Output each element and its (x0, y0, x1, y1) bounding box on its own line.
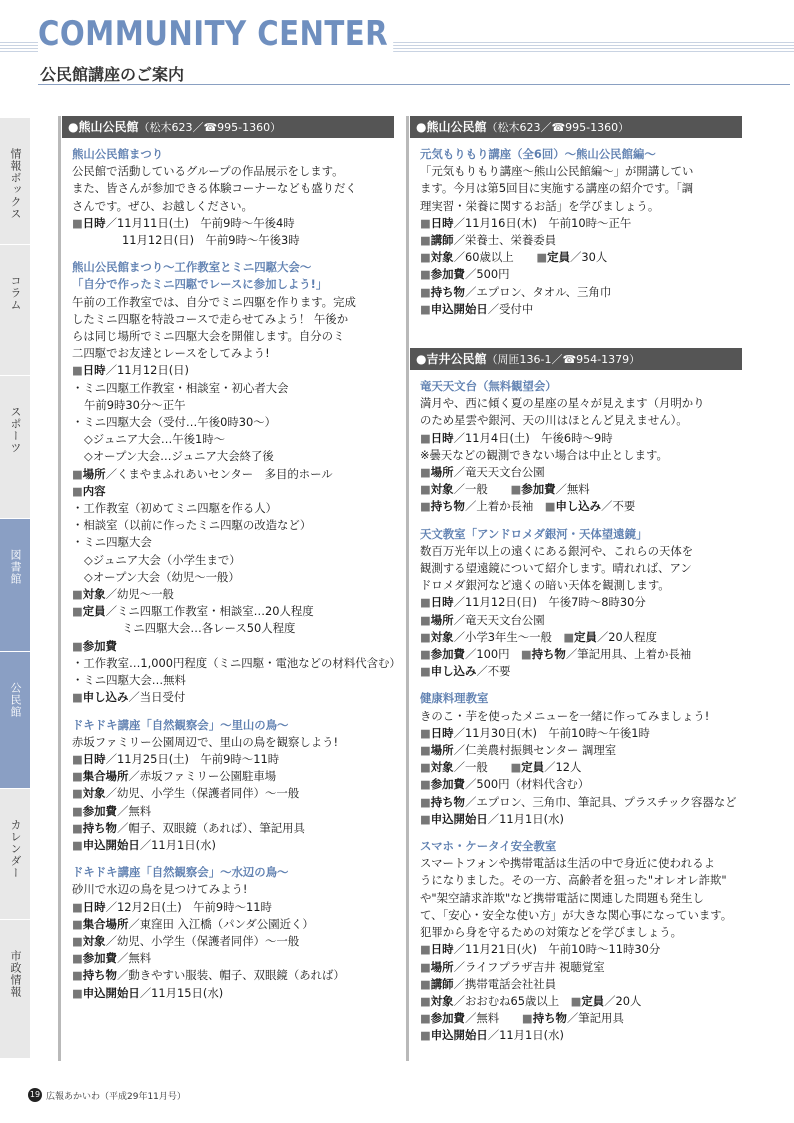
detail-line: ■持ち物／動きやすい服装、帽子、双眼鏡（あれば） (72, 968, 345, 983)
detail-line: ■対象／一般 ■定員／12人 (420, 760, 582, 775)
field-label: 対象 (82, 933, 106, 948)
field-label: 参加費 (82, 951, 117, 966)
text-line: 数百万光年以上の遠くにある銀河や、これらの天体を (420, 543, 694, 558)
square-bullet: ■ (420, 595, 431, 610)
yoshii-events (420, 378, 742, 1045)
tab-city-info[interactable]: 市政情報 (0, 920, 30, 1059)
field-label: 持ち物 (532, 1011, 567, 1026)
square-bullet: ■ (420, 499, 431, 514)
field-label: 申込開始日 (82, 985, 140, 1000)
detail-line: ■場所／くまやまふれあいセンター 多目的ホール (72, 466, 333, 481)
field-label: 日時 (430, 595, 454, 610)
detail-line: ■集合場所／東窪田 入江橋（パンダ公園近く） (72, 916, 314, 931)
section-gap (420, 828, 742, 838)
field-label: 日時 (430, 725, 454, 740)
field-label: 対象 (430, 250, 454, 265)
square-bullet: ■ (544, 499, 556, 514)
square-bullet: ■ (420, 959, 431, 974)
text-line: 観測する望遠鏡について紹介します。晴れれば、アン (420, 561, 692, 576)
square-bullet: ■ (420, 612, 431, 627)
text-line: また、皆さんが参加できる体験コーナーなども盛りだく (72, 181, 357, 196)
text-line: ・ミニ四駆大会 (72, 535, 152, 550)
field-label: 持ち物 (82, 820, 117, 835)
field-label: 申込開始日 (82, 837, 140, 852)
detail-line (72, 638, 394, 655)
detail-line: ■日時／11月16日(木) 午前10時～正午 (420, 215, 632, 230)
square-bullet: ■ (72, 769, 83, 784)
square-bullet: ■ (420, 725, 431, 740)
square-bullet: ■ (72, 690, 83, 705)
text-line: スマートフォンや携帯電話は生活の中で身近に使われるよ (420, 856, 716, 871)
footer-text: 広報あかいわ（平成29年11月号） (46, 1091, 186, 1102)
text-line: 「元気もりもり講座～熊山公民館編～」が開講してい (420, 164, 694, 179)
field-label: 日時 (82, 899, 106, 914)
square-bullet: ■ (72, 363, 83, 378)
detail-line: ■講師／栄養士、栄養委員 (420, 233, 557, 248)
field-label: 申込開始日 (430, 301, 488, 316)
detail-line: ■申込開始日／11月1日(水) (420, 811, 564, 826)
square-bullet: ■ (510, 760, 522, 775)
square-bullet: ■ (72, 899, 83, 914)
detail-line: ■持ち物／上着か長袖 ■申し込み／不要 (420, 499, 636, 514)
detail-line: ■参加費／無料 (72, 951, 152, 966)
text-line: 二四駆でお友達とレースをしてみよう! (72, 346, 270, 361)
column-rule (406, 116, 409, 1061)
text-line: ◇オープン大会（幼児～一般） (84, 569, 240, 584)
field-label: 対象 (82, 587, 106, 602)
detail-line: ■日時／11月4日(土) 午後6時～9時 (420, 430, 613, 445)
field-label: 参加費 (430, 647, 465, 662)
field-label: 対象 (430, 482, 454, 497)
text-line: のため星雲や銀河、天の川はほとんど見えません）。 (420, 413, 688, 428)
detail-line: ■場所／竜天天文台公園 (420, 612, 545, 627)
event-title: 元気もりもり講座（全6回）～熊山公民館編～ (420, 147, 656, 161)
text-line: ・工作教室…1,000円程度（ミニ四駆・電池などの材料代含む） (72, 655, 401, 670)
square-bullet: ■ (420, 942, 431, 957)
square-bullet: ■ (420, 1011, 431, 1026)
text-line: ミニ四駆大会…各レース50人程度 (122, 621, 296, 636)
square-bullet: ■ (420, 777, 431, 792)
field-label: 持ち物 (430, 499, 465, 514)
tab-calendar[interactable]: カレンダー (0, 789, 30, 920)
field-label: 申し込み (555, 499, 602, 514)
event-title: 健康料理教室 (420, 691, 489, 706)
field-label: 集合場所 (82, 769, 129, 784)
section-gap (72, 249, 394, 259)
square-bullet: ■ (72, 786, 83, 801)
text-line: て、「安心・安全な使い方」が大きな関心事になっています。 (420, 907, 733, 922)
text-line: 11月12日(日) 午前9時～午後3時 (122, 233, 300, 248)
detail-line: ■場所／ライフプラザ吉井 視聴覚室 (420, 959, 605, 974)
header-rule (38, 84, 790, 85)
text-line: きのこ・芋を使ったメニューを一緒に作ってみましょう! (420, 708, 710, 723)
field-label: 定員 (82, 604, 106, 619)
text-line: 満月や、西に傾く夏の星座の星々が見えます（月明かり (420, 396, 705, 411)
detail-line (72, 483, 394, 500)
detail-line: ■日時／11月21日(火) 午前10時～11時30分 (420, 942, 661, 957)
square-bullet: ■ (72, 215, 83, 230)
square-bullet: ■ (536, 250, 548, 265)
detail-line: ■対象／60歳以上 ■定員／30人 (420, 250, 608, 265)
field-label: 日時 (82, 751, 106, 766)
square-bullet: ■ (420, 794, 431, 809)
field-label: 持ち物 (430, 284, 465, 299)
field-label: 内容 (82, 483, 106, 498)
field-label: 申込開始日 (430, 1028, 488, 1043)
detail-line: ■持ち物／エプロン、タオル、三角巾 (420, 284, 612, 299)
text-line: 赤坂ファミリー公園周辺で、里山の鳥を観察しよう! (72, 734, 339, 749)
square-bullet: ■ (420, 1028, 431, 1043)
field-label: 参加費 (430, 267, 465, 282)
field-label: 日時 (82, 363, 106, 378)
event-title: ドキドキ講座「自然観察会」～水辺の鳥～ (72, 865, 289, 880)
tab-sports[interactable]: スポーツ (0, 376, 30, 519)
square-bullet: ■ (563, 629, 575, 644)
text-line: ・相談室（以前に作ったミニ四駆の改造など） (72, 518, 312, 533)
detail-line: ■日時／11月12日(日) (72, 363, 190, 378)
detail-line: ■場所／仁美農村振興センター 調理室 (420, 743, 617, 758)
square-bullet: ■ (72, 604, 83, 619)
page-title: COMMUNITY CENTER (38, 12, 393, 56)
section-bar-kumayama: ●熊山公民館（松木623／☎995-1360） (62, 116, 394, 138)
tab-info-box[interactable]: 情報ボックス (0, 118, 30, 245)
field-label: 持ち物 (82, 968, 117, 983)
square-bullet: ■ (420, 664, 431, 679)
field-label: 申込開始日 (430, 811, 488, 826)
field-label: 定員 (521, 760, 545, 775)
event-title: 「自分で作ったミニ四駆でレースに参加しよう!」 (72, 277, 328, 292)
square-bullet: ■ (420, 301, 431, 316)
detail-line: ■集合場所／赤坂ファミリー公園駐車場 (72, 769, 277, 784)
detail-line: ■対象／幼児～一般 (72, 587, 174, 602)
text-line: 犯罪から身を守るための対策などを学びましょう。 (420, 925, 682, 940)
field-label: 参加費 (82, 803, 117, 818)
field-label: 定員 (574, 629, 597, 644)
field-label: 持ち物 (531, 647, 566, 662)
detail-line: ■場所／竜天天文台公園 (420, 465, 545, 480)
detail-line: ■持ち物／エプロン、三角巾、筆記具、プラスチック容器など (420, 794, 737, 809)
page-number: 19 (28, 1088, 42, 1102)
text-line: ◇ジュニア大会…午後1時～ (84, 432, 226, 447)
detail-line: ■申し込み／当日受付 (72, 690, 186, 705)
text-line: うになりました。その一方、高齢者を狙った"オレオレ詐欺" (420, 873, 727, 888)
text-line: ・ミニ四駆大会…無料 (72, 673, 186, 688)
detail-line: ■講師／携帯電話会社社員 (420, 976, 557, 991)
detail-line: ■日時／11月25日(土) 午前9時～11時 (72, 751, 280, 766)
field-label: 場所 (82, 466, 106, 481)
square-bullet: ■ (420, 215, 431, 230)
field-label: 申し込み (82, 690, 129, 705)
field-label: 場所 (430, 743, 454, 758)
page-footer (28, 1088, 186, 1102)
detail-line: ■参加費／無料 (72, 803, 152, 818)
text-line: ◇ジュニア大会（小学生まで） (84, 552, 241, 567)
field-label: 参加費 (430, 777, 465, 792)
field-label: 参加費 (521, 482, 556, 497)
detail-line: ■対象／幼児、小学生（保護者同伴）～一般 (72, 786, 300, 801)
text-line: 理実習・栄養に関するお話」を学びましょう。 (420, 198, 660, 213)
tab-column[interactable]: コラム (0, 245, 30, 376)
section-gap (420, 516, 742, 526)
square-bullet: ■ (521, 1011, 533, 1026)
event-title: ドキドキ講座「自然観察会」～里山の鳥～ (72, 717, 289, 732)
kumayama-events-2 (420, 146, 742, 318)
detail-line: ■対象／一般 ■参加費／無料 (420, 482, 590, 497)
square-bullet: ■ (420, 976, 431, 991)
tab-library[interactable]: 図書館 (0, 519, 30, 652)
text-line: ・ミニ四駆工作教室・相談室・初心者大会 (72, 380, 289, 395)
field-label: 日時 (430, 215, 454, 230)
page-subtitle: 公民館講座のご案内 (40, 65, 185, 84)
section-gap (420, 680, 742, 690)
field-label: 講師 (430, 233, 454, 248)
column-rule (58, 116, 61, 1061)
text-line: 午前9時30分～正午 (84, 397, 186, 412)
square-bullet: ■ (420, 482, 431, 497)
text-line: ます。今月は第5回目に実施する講座の紹介です。「調 (420, 181, 694, 196)
field-label: 場所 (430, 612, 454, 627)
square-bullet: ■ (420, 250, 431, 265)
event-title: 熊山公民館まつり～工作教室とミニ四駆大会～ (72, 260, 312, 275)
square-bullet: ■ (72, 803, 83, 818)
field-label: 日時 (82, 215, 106, 230)
field-label: 日時 (430, 942, 454, 957)
text-line: さんです。ぜひ、お越しください。 (72, 198, 253, 213)
section-gap (72, 707, 394, 717)
text-line: らは同じ場所でミニ四駆大会を開催します。自分のミ (72, 329, 345, 344)
text-line: 公民館で活動しているグループの作品展示をします。 (72, 164, 344, 179)
field-label: 参加費 (430, 1011, 465, 1026)
event-title: 熊山公民館まつり (72, 147, 164, 161)
section-gap (72, 854, 394, 864)
tab-community-hall[interactable]: 公民館 (0, 652, 30, 789)
square-bullet: ■ (72, 751, 83, 766)
text-line: 午前の工作教室では、自分でミニ四駆を作ります。完成 (72, 294, 356, 309)
field-label: 対象 (430, 629, 454, 644)
field-label: 対象 (430, 993, 454, 1008)
detail-line: ■対象／おおむね65歳以上 ■定員／20人 (420, 993, 642, 1008)
square-bullet: ■ (72, 820, 83, 835)
detail-line: ■日時／11月11日(土) 午前9時～午後4時 (72, 215, 295, 230)
detail-line: ■参加費／500円（材料代含む） (420, 777, 590, 792)
detail-line: ■申込開始日／11月15日(水) (72, 985, 224, 1000)
text-line: や"架空請求詐欺"など携帯電話に関連した問題も発生し (420, 890, 704, 905)
square-bullet: ■ (72, 483, 83, 498)
kumayama-events (72, 146, 401, 1002)
square-bullet: ■ (420, 629, 431, 644)
detail-line: ■申込開始日／受付中 (420, 301, 534, 316)
square-bullet: ■ (420, 465, 431, 480)
detail-line: ■持ち物／帽子、双眼鏡（あれば）、筆記用具 (72, 820, 305, 835)
square-bullet: ■ (72, 933, 83, 948)
square-bullet: ■ (72, 837, 83, 852)
field-label: 持ち物 (430, 794, 465, 809)
square-bullet: ■ (570, 993, 582, 1008)
square-bullet: ■ (72, 985, 83, 1000)
event-title: 竜天天文台（無料観望会） (420, 379, 557, 393)
text-line: 砂川で水辺の鳥を見つけてみよう! (72, 882, 248, 897)
text-line: ドロメダ銀河など遠くの暗い天体を観測します。 (420, 578, 670, 593)
detail-line: ■対象／小学3年生～一般 ■定員／20人程度 (420, 629, 657, 644)
text-line: ◇オープン大会…ジュニア大会終了後 (84, 449, 274, 464)
section-bar-yoshii: ●吉井公民館（周匝136-1／☎954-1379） (410, 348, 742, 370)
right-column (406, 116, 742, 1061)
field-label: 日時 (430, 430, 454, 445)
square-bullet: ■ (420, 993, 431, 1008)
field-label: 定員 (547, 250, 570, 265)
field-label: 対象 (430, 760, 454, 775)
detail-line: ■申込開始日／11月1日(水) (72, 837, 216, 852)
detail-line: ■参加費／500円 (420, 267, 510, 282)
detail-line: ■申し込み／不要 (420, 664, 511, 679)
detail-line: ■定員／ミニ四駆工作教室・相談室…20人程度 (72, 604, 314, 619)
side-tabs (0, 118, 30, 1058)
field-label: 定員 (581, 993, 605, 1008)
square-bullet: ■ (420, 267, 431, 282)
text-line: ※曇天などの観測できない場合は中止とします。 (420, 447, 668, 462)
left-column (58, 116, 401, 1061)
square-bullet: ■ (420, 233, 431, 248)
square-bullet: ■ (420, 760, 431, 775)
field-label: 申し込み (430, 664, 477, 679)
square-bullet: ■ (72, 587, 83, 602)
detail-line: ■日時／11月30日(木) 午前10時～午後1時 (420, 725, 650, 740)
event-title: スマホ・ケータイ安全教室 (420, 839, 557, 854)
text-line: したミニ四駆を特設コースで走らせてみよう！ 午後か (72, 311, 349, 326)
field-label: 対象 (82, 786, 106, 801)
detail-line: ■参加費／100円 ■持ち物／筆記用具、上着か長袖 (420, 647, 692, 662)
field-label: 集合場所 (82, 916, 129, 931)
square-bullet: ■ (420, 430, 431, 445)
section-bar-kumayama-2: ●熊山公民館（松木623／☎995-1360） (410, 116, 742, 138)
square-bullet: ■ (72, 466, 83, 481)
detail-line: ■日時／11月12日(日) 午後7時～8時30分 (420, 595, 646, 610)
detail-line: ■日時／12月2日(土) 午前9時～11時 (72, 899, 272, 914)
square-bullet: ■ (520, 647, 532, 662)
detail-line: ■参加費／無料 ■持ち物／筆記用具 (420, 1011, 624, 1026)
square-bullet: ■ (72, 916, 83, 931)
field-label: 講師 (430, 976, 454, 991)
event-title: 天文教室「アンドロメダ銀河・天体望遠鏡」 (420, 526, 648, 541)
square-bullet: ■ (420, 743, 431, 758)
detail-line: ■申込開始日／11月1日(水) (420, 1028, 564, 1043)
square-bullet: ■ (420, 284, 431, 299)
text-line: ・工作教室（初めてミニ四駆を作る人） (72, 501, 278, 516)
detail-line: ■対象／幼児、小学生（保護者同伴）～一般 (72, 933, 300, 948)
field-label: 場所 (430, 959, 454, 974)
square-bullet: ■ (72, 951, 83, 966)
square-bullet: ■ (510, 482, 522, 497)
square-bullet: ■ (72, 968, 83, 983)
text-line: ・ミニ四駆大会（受付…午後0時30～） (72, 415, 276, 430)
field-label: 場所 (430, 465, 454, 480)
square-bullet: ■ (420, 647, 431, 662)
square-bullet: ■ (72, 638, 83, 653)
square-bullet: ■ (420, 811, 431, 826)
field-label: 参加費 (82, 638, 117, 653)
